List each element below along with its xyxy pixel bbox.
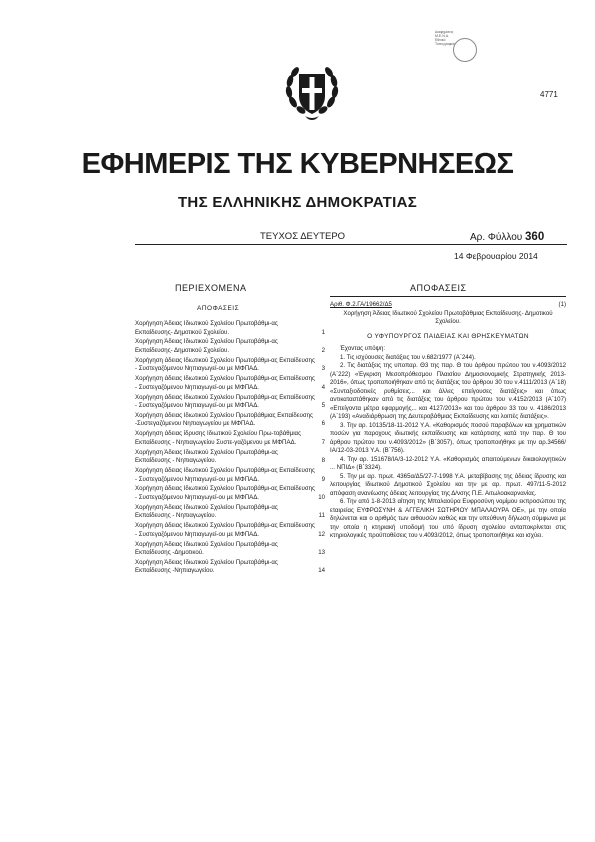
stamp-seal (453, 38, 477, 62)
toc-item (135, 522, 325, 539)
toc-item-number: 9 (321, 475, 325, 483)
ministry-heading: Ο ΥΦΥΠΟΥΡΓΟΣ ΠΑΙΔΕΙΑΣ ΚΑΙ ΘΡΗΣΚΕΥΜΑΤΩΝ (367, 332, 529, 340)
toc-item-number: 8 (321, 457, 325, 465)
toc-item (135, 541, 325, 558)
toc-item (135, 320, 325, 337)
toc-item-number: 11 (318, 512, 325, 520)
toc-item (135, 430, 325, 447)
toc-item (135, 357, 325, 374)
publisher-stamp (435, 30, 475, 46)
toc-item (135, 375, 325, 392)
decision-paragraph: 1. Τις ισχύουσες διατάξεις του ν.682/1977 (Α΄244). (340, 353, 476, 361)
toc-item-number: 5 (321, 402, 325, 410)
decision-ref-row (330, 301, 566, 310)
toc-title: ΠΕΡΙΕΧΟΜΕΝΑ (175, 283, 247, 293)
toc-item-text: Χορήγηση άδειας Ιδιωτικού Σχολείου Πρωτοβάθμι-ας Εκπαίδευσης - Συστεγαζόμενου Νηπιαγωγεί-ου με ΜΦΠΑΔ. (135, 375, 315, 391)
gazette-subtitle: ΤΗΣ ΕΛΛΗΝΙΚΗΣ ΔΗΜΟΚΡΑΤΙΑΣ (177, 194, 418, 211)
toc-item-text: Χορήγηση άδειας Ιδιωτικού Σχολείου Πρωτοβάθμι-ας Εκπαίδευσης - Συστεγαζόμενου Νηπιαγωγεί-ου με ΜΦΠΑΔ. (135, 485, 315, 501)
sheet-value: 360 (525, 231, 545, 243)
toc-item-number: 13 (318, 549, 325, 557)
toc-item (135, 449, 325, 466)
decisions-divider (330, 296, 566, 297)
toc-item-text: Χορήγηση Άδειας Ιδιωτικού Σχολείου Πρωτοβάθμι-ας Εκπαίδευσης -Νηπιαγωγείου. (135, 558, 278, 575)
decision-paragraph: 5. Την με αρ. πρωτ. 4365α/Δ5/27-7-1998 Υ.Α. μεταβίβασης της άδειας ίδρυσης και λειτουργίας Ιδιωτικού Δημοτικού Σχολείου και την με αρ. πρωτ. 497/11-5-2012 απόφαση ανανέωσης άδειας λειτουργίας της Δ/νσης Π.Ε. Αιτωλοακαρνανίας. (330, 472, 566, 497)
toc-item-number: 1 (321, 328, 325, 336)
toc-item-number: 3 (321, 365, 325, 373)
toc-item (135, 485, 325, 502)
toc-item-number: 2 (321, 346, 325, 354)
decisions-title: ΑΠΟΦΑΣΕΙΣ (410, 283, 467, 293)
sheet-label: Αρ. Φύλλου (470, 232, 523, 243)
decision-paragraph: 6. Την από 1-8-2013 αίτηση της Μπαλαούρα Ευφροσύνη νομίμου εκπροσώπου της εταιρείας ΕΥΦΡΟΣΥΝΗ & ΑΓΓΕΛΙΚΗ ΣΩΤΗΡΙΟΥ ΜΠΑΛΑΟΥΡΑ ΟΕ», με την οποία δηλώνεται και ο αριθμός των αιθουσών καθώς και την υπεύθυνη δήλωση σύμφωνα με την οποία η κτηριακή υποδομή του υπό ίδρυση σχολείου ανταποκρίνεται στις κτηριολογικές προϋποθέσεις του ν.4093/2012, όπως τροποποιήθηκε και ισχύει. (330, 498, 566, 539)
toc-item-text: Χορήγηση Άδειας Ιδιωτικού Σχολείου Πρωτοβάθμι-ας Εκπαίδευσης- Δημοτικού Σχολείου. (135, 338, 278, 354)
toc-item-text: Χορήγηση Άδειας Ιδιωτικού Σχολείου Πρωτοβάθμι-ας Εκπαίδευσης - Νηπιαγωγείου. (135, 503, 278, 520)
toc-item-number: 6 (321, 420, 325, 428)
toc-item-text: Χορήγηση άδειας Ιδιωτικού Σχολείου Πρωτοβάθμι-ας Εκπαίδευσης - Συστεγαζόμενου Νηπιαγωγεί-ου με ΜΦΠΑΔ. (135, 356, 315, 373)
decision-paragraph: 3. Την αρ. 10135/18-11-2012 Υ.Α. «Καθορισμός ποσού παραβόλων και χρηματικών ποσών για παροχους ιδιωτικής εκπαίδευσης και κατάρτισης κατά την παρ. Θ του άρθρου πρώτου του ν.4093/2012» (Β΄3057), όπως τροποποιήθηκε με την αρ.34566/ΙΑ/12-03-2013 Υ.Α. (Β΄756). (330, 421, 566, 454)
toc-item (135, 394, 325, 411)
toc-item-text: Χορήγηση άδειας Ιδιωτικού Σχολείου Πρωτοβάθμι-ας Εκπαίδευσης - Συστεγαζόμενου Νηπιαγωγεί-ου με ΜΦΠΑΔ. (135, 522, 315, 538)
toc-item-text: Χορήγηση Άδειας Ιδιωτικού Σχολείου Πρωτοβάθμι-ας Εκπαίδευσης - Νηπιαγωγείου. (135, 448, 278, 465)
toc-item-text: Χορήγηση Άδειας Ιδιωτικού Σχολείου Πρωτοβάθμι-ας Εκπαίδευσης -Δημοτικού. (135, 540, 278, 557)
decision-ref: Αριθ. Φ.2.ΓΑ/19662/Δ5 (330, 301, 392, 308)
decision-paragraphs (330, 345, 566, 541)
issue-label: ΤΕΥΧΟΣ ΔΕΥΤΕΡΟ (260, 231, 346, 242)
toc-item-text: Χορήγηση άδειας Ιδιωτικού Σχολείου Πρωτοβάθμι-ας Εκπαίδευσης - Συστεγαζόμενου Νηπιαγωγεί-ου με ΜΦΠΑΔ. (135, 393, 315, 410)
toc-item-text: Χορήγηση Άδειας Ιδιωτικού Σχολείου Πρωτοβάθμι-ας Εκπαίδευσης- Δημοτικού Σχολείου. (135, 320, 278, 336)
toc-item-text: Χορήγηση άδειας ίδρυσης Ιδιωτικού Σχολείου Πρω-τοβάθμιας Εκπαίδευσης - Νηπιαγωγείου Συστε-γαζόμενου με ΜΦΠΑΔ. (135, 430, 302, 446)
toc-item-number: 10 (318, 493, 325, 501)
toc-item (135, 338, 325, 355)
issue-date: 14 Φεβρουαρίου 2014 (454, 251, 538, 261)
toc-item-number: 4 (321, 383, 325, 391)
toc-item-number: 12 (318, 530, 325, 538)
page-number: 4771 (540, 90, 558, 99)
header-divider (135, 244, 567, 245)
toc-item-text: Χορήγηση άδειας Ιδιωτικού Σχολείου Πρωτοβάθμι-ας Εκπαίδευσης - Συστεγαζόμενου Νηπιαγωγεί-ου με ΜΦΠΑΔ. (135, 467, 315, 483)
toc-item-text: Χορήγηση άδειας Ιδιωτικού Σχολείου Πρωτοβάθμιας Εκπαίδευσης -Συστεγαζόμενου Νηπιαγωγείου με ΜΦΠΑΔ. (135, 411, 313, 428)
decision-paragraph: 4. Την αρ. 151678/ΙΑ/3-12-2012 Υ.Α. «Καθορισμός απαιτούμενων δικαιολογητικών ... ΝΠΙΔ» (Β΄3324). (330, 455, 566, 471)
sheet-number (470, 231, 544, 243)
toc-item-number: 7 (321, 438, 325, 446)
toc-item (135, 412, 325, 429)
toc-item (135, 467, 325, 484)
decision-paragraph: Έχοντας υπόψη: (340, 345, 386, 352)
decision-description: Χορήγηση Άδειας Ιδιωτικού Σχολείου Πρωτοβάθμιας Εκπαίδευσης- Δημοτικού Σχολείου. (343, 309, 553, 325)
coat-of-arms-icon (283, 62, 341, 122)
toc-list (135, 320, 325, 577)
toc-heading: ΑΠΟΦΑΣΕΙΣ (197, 305, 240, 312)
decision-ref-number: (1) (558, 301, 566, 308)
gazette-title: ΕΦΗΜΕΡΙΣ ΤΗΣ ΚΥΒΕΡΝΗΣΕΩΣ (81, 148, 514, 180)
toc-item (135, 559, 325, 576)
stamp-text: Διαφημίσεις Μ.Ε.Ν.Α. Εθνικό Τυπογραφείο (435, 30, 456, 46)
decision-paragraph: 2. Τις διατάξεις της υποπαρ. Θ3 της παρ. Θ του άρθρου πρώτου του ν.4093/2012 (Α΄222) «Έγκριση Μεσοπρόθεσμου Πλαισίου Δημοσιονομικής Στρατηγικής 2013-2016», όπως τροποποιήθηκαν από τις διατάξεις του άρθρου 30 του ν.4111/2013 (Α΄18) «Συνταξιοδοτικές ρυθμίσεις... και άλλες επείγουσες διατάξεις» και όπως αντικαταστάθηκαν από τις διατάξεις του άρθρου πρώτου του ν.4152/2013 (Α΄107) «Επείγοντα μέτρα εφαρμογής... και 4127/2013» και του άρθρου 33 του ν. 4186/2013 (Α΄193) «Αναδιάρθρωση της Δευτεροβάθμιας Εκπαίδευσης και λοιπές διατάξεις». (330, 362, 566, 420)
toc-item (135, 504, 325, 521)
decision-body (330, 301, 566, 541)
toc-item-number: 14 (318, 567, 325, 575)
